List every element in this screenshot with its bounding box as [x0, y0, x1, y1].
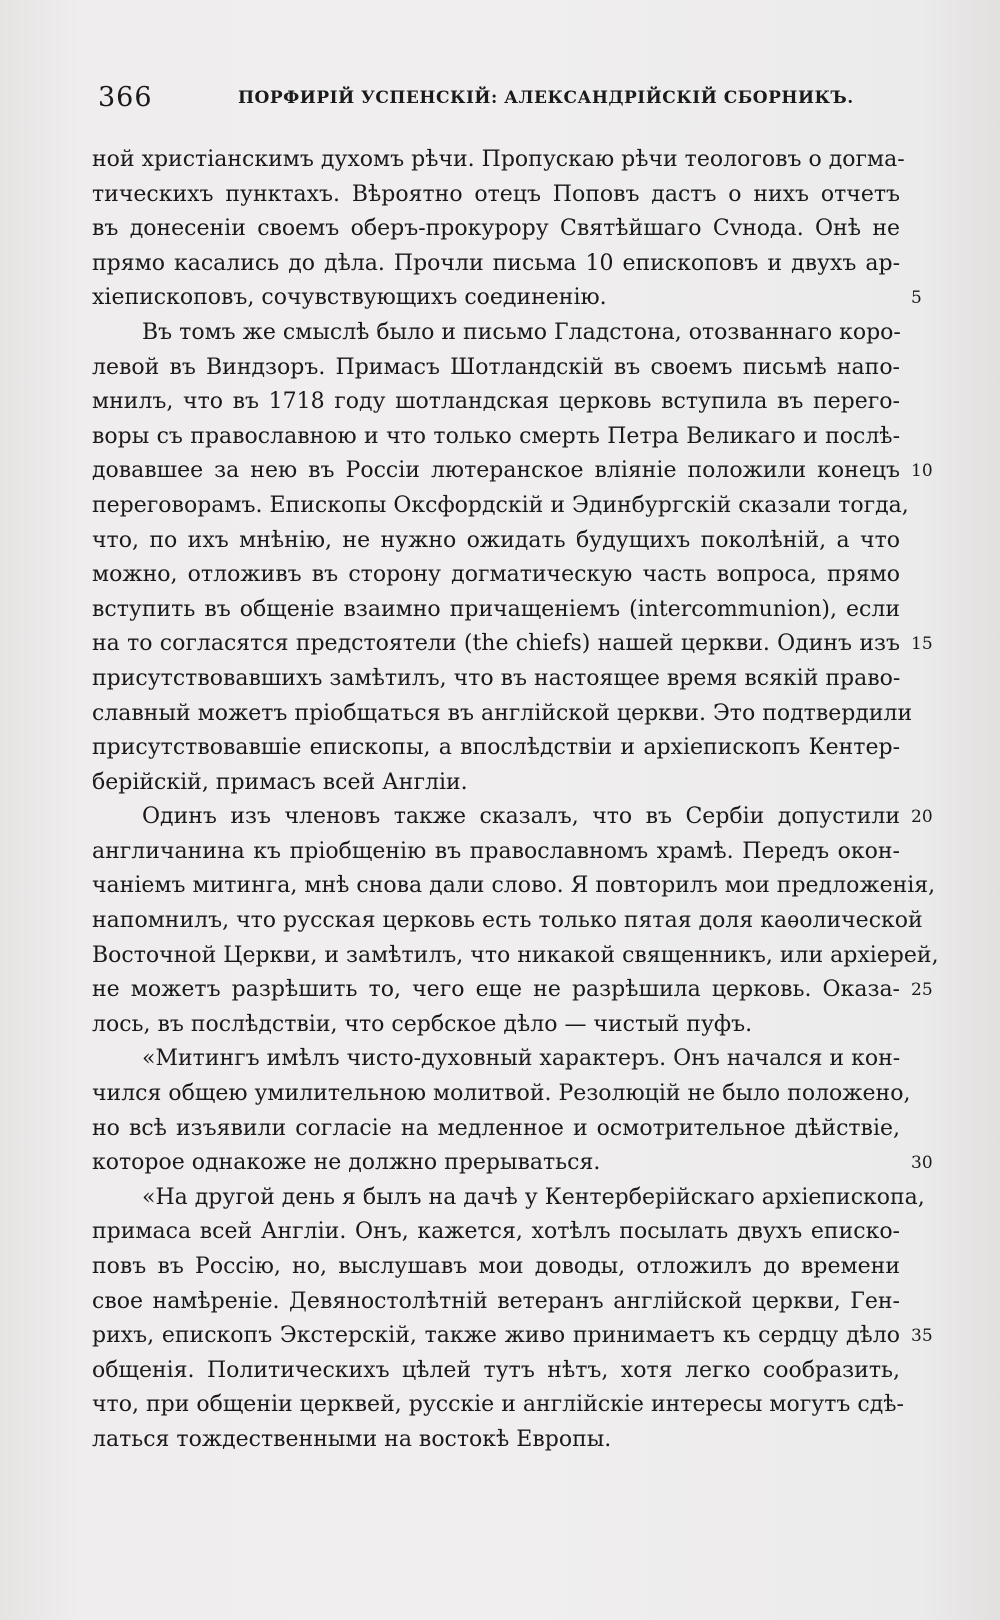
text-line: [92, 1112, 900, 1147]
running-title: ПОРФИРІЙ УСПЕНСКІЙ: АЛЕКСАНДРІЙСКІЙ СБОРНИКЪ.: [238, 88, 854, 108]
text-line-content: не можетъ разрѣшить то, чего еще не разрѣшила церковь. Оказа-: [92, 977, 900, 1003]
text-line: [92, 593, 900, 628]
text-line-content: на то согласятся предстоятели (the chiefs) нашей церкви. Одинъ изъ: [92, 631, 900, 657]
text-line-content: «Митингъ имѣлъ чисто-духовный характеръ. Онъ начался и кон-: [142, 1046, 901, 1072]
text-line-content: вступить въ общеніе взаимно причащеніемъ (intercommunion), если: [92, 596, 900, 622]
text-line-content: рихъ, епископъ Экстерскій, также живо принимаетъ къ сердцу дѣло: [92, 1323, 900, 1349]
text-line: [92, 1354, 900, 1389]
text-line: [92, 1042, 900, 1077]
text-line: [92, 351, 900, 386]
text-line: [92, 489, 909, 524]
text-line: [92, 420, 900, 455]
text-line: [92, 697, 913, 732]
text-line: [92, 212, 900, 247]
text-line: [92, 524, 900, 559]
text-line-content: повъ въ Россію, но, выслушавъ мои доводы, отложилъ до времени: [92, 1254, 900, 1279]
text-line: [92, 835, 900, 870]
text-line-content: лось, въ послѣдствіи, что сербское дѣло — чистый пуфъ.: [92, 1011, 753, 1037]
text-line: рихъ, епископъ Экстерскій, также живо принимаетъ къ сердцу дѣло 35: [92, 1323, 933, 1349]
text-line-content: свое намѣреніе. Девяностолѣтній ветеранъ англійской церкви, Ген-: [92, 1288, 900, 1314]
text-line-content: чаніемъ митинга, мнѣ снова дали слово. Я повторилъ мои предложенія,: [92, 873, 936, 899]
text-line-content: напомнилъ, что русская церковь есть только пятая доля каѳолической: [92, 908, 923, 934]
text-line-content: довавшее за нею въ Россіи лютеранское вліяніе положили конецъ: [92, 458, 900, 484]
text-line: [92, 1388, 904, 1423]
text-line-content: Восточной Церкви, и замѣтилъ, что никакой священникъ, или архіерей,: [92, 942, 939, 968]
text-line-content: левой въ Виндзоръ. Примасъ Шотландскій въ своемъ письмѣ напо-: [92, 354, 900, 380]
text-line-content: но всѣ изъявили согласіе на медленное и осмотрительное дѣйствіе,: [92, 1115, 900, 1141]
text-line: [92, 766, 900, 801]
text-line: которое однакоже не должно прерываться. 30: [92, 1150, 933, 1176]
text-line-content: можно, отложивъ въ сторону догматическую часть вопроса, прямо: [92, 562, 900, 588]
text-line: [92, 1250, 900, 1285]
text-line: [92, 939, 939, 974]
text-line-content: «На другой день я былъ на дачѣ у Кентерберійскаго архіепископа,: [142, 1184, 925, 1210]
text-line: Одинъ изъ членовъ также сказалъ, что въ Сербіи допустили 20: [142, 804, 933, 830]
text-line: хіепископовъ, сочувствующихъ соединенію. 5: [92, 285, 922, 311]
text-line: [92, 1423, 900, 1458]
text-line: [92, 869, 936, 904]
text-line-content: примаса всей Англіи. Онъ, кажется, хотѣлъ посылать двухъ еписко-: [92, 1219, 900, 1245]
text-line: не можетъ разрѣшить то, чего еще не разрѣшила церковь. Оказа- 25: [92, 977, 933, 1003]
text-line: [92, 178, 900, 213]
text-line: [92, 385, 900, 420]
text-line-content: Одинъ изъ членовъ также сказалъ, что въ Сербіи допустили: [142, 804, 900, 830]
text-line-content: тическихъ пунктахъ. Вѣроятно отецъ Поповъ дастъ о нихъ отчетъ: [92, 181, 900, 207]
text-line-content: переговорамъ. Епископы Оксфордскій и Эдинбургскій сказали тогда,: [92, 492, 909, 518]
text-line: [92, 1285, 900, 1320]
text-line: [92, 1181, 925, 1216]
text-line-content: берійскій, примасъ всей Англіи.: [92, 769, 468, 795]
page-header: [98, 82, 878, 122]
text-line-content: въ донесеніи своемъ оберъ-прокурору Святѣйшаго Сvнода. Онѣ не: [92, 216, 900, 242]
text-line-content: общенія. Политическихъ цѣлей тутъ нѣтъ, хотя легко сообразить,: [92, 1357, 900, 1383]
page-number: 366: [98, 82, 153, 113]
text-line: [92, 558, 900, 593]
text-line: [92, 1008, 900, 1043]
text-line: [92, 731, 900, 766]
text-line: [92, 247, 900, 282]
text-line-content: латься тождественными на востокѣ Европы.: [92, 1426, 612, 1452]
body-text: [92, 143, 939, 1458]
text-line-content: воры съ православною и что только смерть Петра Великаго и послѣ-: [92, 423, 900, 449]
text-line-content: что, при общеніи церквей, русскіе и англійскіе интересы могутъ сдѣ-: [92, 1392, 904, 1418]
text-line: [92, 662, 900, 697]
text-line-content: присутствовавшіе епископы, а впослѣдствіи и архіепископъ Кентер-: [92, 735, 900, 761]
text-line-content: присутствовавшихъ замѣтилъ, что въ настоящее время всякій право-: [92, 665, 901, 691]
text-line-content: которое однакоже не должно прерываться.: [92, 1150, 601, 1176]
text-line: [92, 1215, 900, 1250]
text-line-content: прямо касались до дѣла. Прочли письма 10 епископовъ и двухъ ар-: [92, 250, 900, 276]
text-line-content: ной христіанскимъ духомъ рѣчи. Пропускаю рѣчи теологовъ о догма-: [92, 147, 905, 172]
text-line: довавшее за нею въ Россіи лютеранское вліяніе положили конецъ 10: [92, 458, 933, 484]
text-line-content: Въ томъ же смыслѣ было и письмо Гладстона, отозваннаго коро-: [142, 319, 901, 345]
text-line-content: хіепископовъ, сочувствующихъ соединенію.: [92, 285, 607, 311]
text-line-content: чился общею умилительною молитвой. Резолюцій не было положено,: [92, 1081, 911, 1107]
text-line: [92, 904, 923, 939]
text-line-content: что, по ихъ мнѣнію, не нужно ожидать будущихъ поколѣній, а что: [92, 527, 900, 553]
text-line: [92, 143, 905, 178]
text-line: [92, 1077, 911, 1112]
text-line-content: англичанина къ пріобщенію въ православномъ храмѣ. Передъ окон-: [92, 838, 900, 864]
text-line: [92, 316, 900, 351]
text-line-content: славный можетъ пріобщаться въ англійской церкви. Это подтвердили: [92, 700, 913, 726]
text-line: на то согласятся предстоятели (the chiefs) нашей церкви. Одинъ изъ 15: [92, 631, 933, 657]
text-line-content: мнилъ, что въ 1718 году шотландская церковь вступила въ перего-: [92, 389, 900, 415]
